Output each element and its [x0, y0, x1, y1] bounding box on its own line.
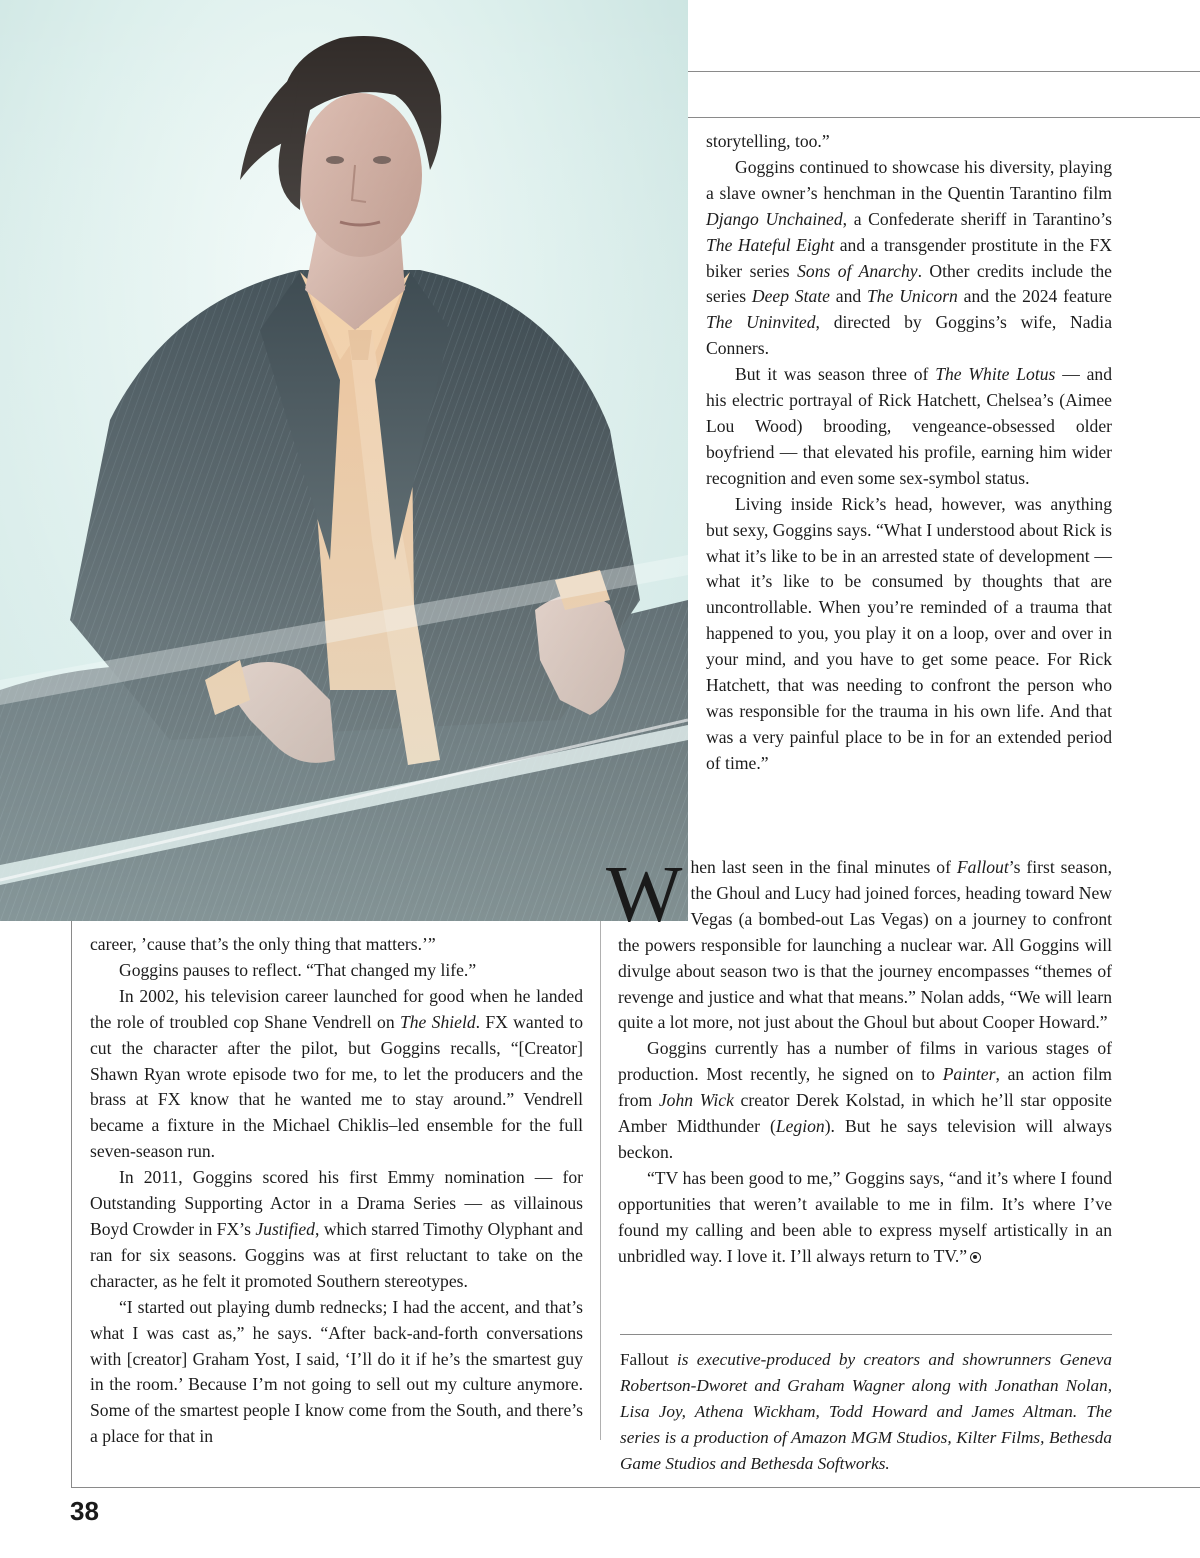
column-separator: [600, 921, 601, 1440]
portrait-photo: [0, 0, 688, 921]
top-rule: [688, 71, 1200, 72]
show-title: Fallout: [620, 1350, 669, 1369]
right-article-column: [606, 849, 1113, 1270]
left-frame-rule: [71, 921, 72, 1488]
drop-cap: W: [606, 849, 683, 939]
top-rule-lower: [688, 117, 1200, 118]
paragraph: “I started out playing dumb rednecks; I had the accent, and that’s what I was cast as,” he says. “After back-and-forth conversations with [creator] Graham Yost, I said, ‘I’ll do it if he’s the smartest guy in the room.’ Because I’m not going to sell out my culture anymore. Some of the smartest people I know come from the South, and there’s a place for that in: [90, 1296, 583, 1447]
paragraph: In 2002, his television career launched for good when he landed the role of troubled cop Shane Vendrell on The Shield. FX wanted to cut the character after the pilot, but Goggins recalls, “[Creator] Shawn Ryan wrote episode two for me, to let the producers and the brass at FX know that he wanted me to stay around.” Vendrell became a fixture in the Michael Chiklis–led ensemble for the full seven-season run.: [90, 985, 583, 1162]
paragraph: career, ’cause that’s the only thing that matters.’”: [90, 934, 436, 954]
paragraph: Living inside Rick’s head, however, was anything but sexy, Goggins says. “What I understood about Rick is what it’s like to be in an arrested state of development — what it’s like to be consumed by thoughts that are uncontrollable. When you’re reminded of a trauma that happened to you, you play it on a loop, over and over in your mind, and you have to get some peace. For Rick Hatchett, that was needing to confront the person who was responsible for the trauma in his own life. And that was a very painful place to be in for an extended period of time.”: [706, 493, 1112, 773]
paragraph: In 2011, Goggins scored his first Emmy nomination — for Outstanding Supporting Actor in a Drama Series — as villainous Boyd Crowder in FX’s Justified, which starred Timothy Olyphant and ran for six seasons. Goggins was at first reluctant to take on the character, as he felt it promoted Southern stereotypes.: [90, 1167, 583, 1291]
paragraph: Goggins pauses to reflect. “That changed my life.”: [119, 959, 477, 980]
portrait-illustration: [0, 0, 688, 921]
paragraph: “TV has been good to me,” Goggins says, “and it’s where I found opportunities that weren’t available to me in film. It’s where I’ve found my calling and been able to express myself artistically in an unbridled way. I love it. I’ll always return to TV.”: [618, 1167, 1112, 1266]
paragraph: Goggins currently has a number of films in various stages of production. Most recently, he signed on to Painter, an action film from John Wick creator Derek Kolstad, in which he’ll star opposite Amber Midthunder (Legion). But he says television will always beckon.: [618, 1038, 1113, 1162]
paragraph: When last seen in the final minutes of Fallout’s first season, the Ghoul and Lucy had joined forces, heading toward New Vegas (a bombed-out Las Vegas) on a journey to confront the powers responsible for launching a nuclear war. All Goggins will divulge about season two is that the journey encompasses “themes of revenge and justice and what that means.” Nolan adds, “We will learn quite a lot more, not just about the Ghoul but about Cooper Howard.”: [606, 849, 1112, 1033]
page-number: 38: [70, 1496, 99, 1526]
paragraph: But it was season three of The White Lotus — and his electric portrayal of Rick Hatchett, Chelsea’s (Aimee Lou Wood) brooding, vengeance-obsessed older boyfriend — that elevated his profile, earning him wider recognition and even some sex-symbol status.: [706, 364, 1113, 488]
left-article-column: [90, 932, 583, 1450]
credit-note: Fallout is executive-produced by creators and showrunners Geneva Robertson-Dworet and Graham Wagner along with Jonathan Nolan, Lisa Joy, Athena Wickham, Todd Howard and James Altman. The series is a production of Amazon MGM Studios, Kilter Films, Bethesda Game Studios and Bethesda Softworks.: [620, 1350, 1112, 1473]
paragraph: Goggins continued to showcase his diversity, playing a slave owner’s henchman in the Quentin Tarantino film Django Unchained, a Confederate sheriff in Tarantino’s The Hateful Eight and a transgender prostitute in the FX biker series Sons of Anarchy. Other credits include the series Deep State and The Unicorn and the 2024 feature The Uninvited, directed by Goggins’s wife, Nadia Conners.: [706, 156, 1113, 359]
end-mark-icon: [970, 1252, 981, 1263]
paragraph: storytelling, too.”: [706, 131, 830, 151]
credit-note-rule: [620, 1334, 1112, 1335]
upper-article-column: [706, 129, 1112, 777]
bottom-frame-rule: [71, 1487, 1200, 1488]
